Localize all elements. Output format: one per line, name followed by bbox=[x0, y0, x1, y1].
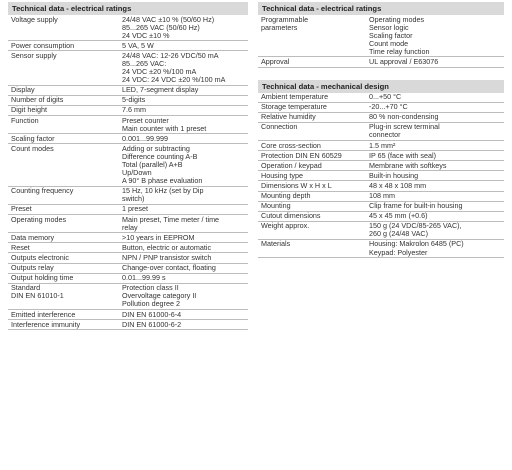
spec-value bbox=[366, 151, 504, 161]
spec-label bbox=[258, 221, 366, 239]
spec-row bbox=[8, 310, 248, 320]
spec-value-line: LED, 7-segment display bbox=[122, 85, 199, 95]
spec-value-line: 24 VDC ±20 %/100 mA bbox=[122, 67, 197, 77]
spec-label bbox=[8, 186, 119, 204]
spec-label-line: Sensor supply bbox=[11, 50, 57, 60]
spec-value-line: IP 65 (face with seal) bbox=[369, 150, 436, 160]
spec-row bbox=[8, 95, 248, 105]
spec-label-line: Digit height bbox=[11, 105, 47, 115]
spec-label bbox=[258, 239, 366, 257]
spec-row bbox=[8, 116, 248, 134]
spec-value bbox=[366, 201, 504, 211]
spec-label bbox=[8, 204, 119, 214]
spec-row bbox=[258, 112, 504, 122]
spec-value-line: 0.01...99.99 s bbox=[122, 273, 166, 283]
spec-value bbox=[366, 181, 504, 191]
spec-value-line: Overvoltage category II bbox=[122, 291, 197, 301]
spec-value-line: A 90° B phase evaluation bbox=[122, 176, 203, 186]
spec-value bbox=[119, 310, 248, 320]
spec-row bbox=[8, 320, 248, 330]
spec-value-line: Clip frame for built-in housing bbox=[369, 201, 463, 211]
mechanical-design-section bbox=[258, 80, 504, 259]
spec-row bbox=[8, 85, 248, 95]
spec-value-line: 108 mm bbox=[369, 191, 395, 200]
spec-label bbox=[258, 102, 366, 112]
spec-label bbox=[258, 191, 366, 201]
section-header: Technical data - electrical ratings bbox=[8, 2, 248, 15]
spec-row bbox=[258, 221, 504, 239]
spec-row bbox=[8, 215, 248, 233]
spec-value-line: Housing: Makrolon 6485 (PC) bbox=[369, 239, 464, 249]
spec-label-line: Operating modes bbox=[11, 214, 67, 224]
spec-value-line: Pollution degree 2 bbox=[122, 299, 180, 309]
spec-row bbox=[258, 191, 504, 201]
spec-value-line: Protection class II bbox=[122, 283, 179, 293]
spec-label-line: Mounting depth bbox=[261, 191, 311, 200]
spec-row bbox=[8, 273, 248, 283]
spec-row bbox=[258, 161, 504, 171]
spec-label-line: parameters bbox=[261, 22, 298, 32]
spec-label-line: Outputs relay bbox=[11, 263, 54, 273]
spec-label bbox=[8, 85, 119, 95]
spec-value bbox=[119, 95, 248, 105]
spec-row bbox=[258, 102, 504, 112]
spec-value bbox=[366, 191, 504, 201]
spec-row bbox=[8, 243, 248, 253]
spec-label-line: Power consumption bbox=[11, 40, 75, 50]
spec-label-line: Standard bbox=[11, 283, 41, 293]
spec-value-line: UL approval / E63076 bbox=[369, 56, 439, 66]
spec-value bbox=[119, 233, 248, 243]
spec-label-line: Output holding time bbox=[11, 273, 74, 283]
spec-row bbox=[258, 93, 504, 103]
spec-value bbox=[366, 57, 504, 67]
spec-value-line: >10 years in EEPROM bbox=[122, 232, 195, 242]
spec-label-line: Operation / keypad bbox=[261, 160, 322, 170]
spec-label bbox=[8, 15, 119, 41]
spec-row bbox=[8, 253, 248, 263]
spec-label bbox=[8, 144, 119, 186]
spec-label bbox=[258, 201, 366, 211]
spec-label-line: Programmable bbox=[261, 14, 309, 24]
spec-value-line: Up/Down bbox=[122, 168, 152, 178]
spec-value-line: Keypad: Polyester bbox=[369, 247, 428, 257]
spec-value bbox=[119, 85, 248, 95]
spec-row bbox=[8, 105, 248, 115]
spec-label-line: DIN EN 61010-1 bbox=[11, 291, 64, 301]
spec-row bbox=[258, 211, 504, 221]
spec-label bbox=[8, 283, 119, 309]
spec-row bbox=[8, 15, 248, 41]
spec-row bbox=[8, 144, 248, 186]
spec-value-line: Adding or subtracting bbox=[122, 143, 190, 153]
spec-value bbox=[119, 273, 248, 283]
spec-value bbox=[366, 239, 504, 257]
spec-value bbox=[366, 161, 504, 171]
spec-value-line: Time relay function bbox=[369, 46, 430, 56]
spec-label bbox=[8, 41, 119, 51]
section-header: Technical data - mechanical design bbox=[258, 80, 504, 93]
spec-value-line: Scaling factor bbox=[369, 30, 413, 40]
spec-label bbox=[258, 122, 366, 140]
spec-value-line: connector bbox=[369, 130, 401, 140]
spec-label bbox=[8, 273, 119, 283]
spec-label-line: Protection DIN EN 60529 bbox=[261, 150, 342, 160]
spec-value bbox=[119, 105, 248, 115]
spec-value bbox=[119, 144, 248, 186]
spec-value bbox=[119, 283, 248, 309]
spec-label-line: Number of digits bbox=[11, 95, 64, 105]
spec-value-line: Change-over contact, floating bbox=[122, 263, 216, 273]
spec-row bbox=[258, 57, 504, 67]
spec-label bbox=[258, 181, 366, 191]
spec-value bbox=[119, 134, 248, 144]
spec-row bbox=[258, 122, 504, 140]
spec-value-line: Total (parallel) A+B bbox=[122, 160, 183, 169]
spec-value bbox=[119, 263, 248, 273]
spec-value-line: DIN EN 61000-6-2 bbox=[122, 319, 182, 329]
left-column bbox=[8, 2, 248, 336]
spec-value-line: 85...265 VAC (50/60 Hz) bbox=[122, 22, 200, 32]
spec-row bbox=[8, 134, 248, 144]
spec-label-line: Ambient temperature bbox=[261, 92, 329, 102]
spec-value-line: Operating modes bbox=[369, 14, 425, 24]
spec-value-line: Built-in housing bbox=[369, 170, 419, 180]
spec-label bbox=[8, 134, 119, 144]
spec-value-line: 7.6 mm bbox=[122, 105, 146, 115]
spec-value-line: Preset counter bbox=[122, 115, 169, 125]
spec-label-line: Preset bbox=[11, 204, 32, 214]
spec-value-line: 48 x 48 x 108 mm bbox=[369, 180, 427, 190]
spec-value-line: 5 VA, 5 W bbox=[122, 40, 154, 50]
spec-row bbox=[8, 233, 248, 243]
spec-value bbox=[119, 215, 248, 233]
spec-row bbox=[8, 51, 248, 85]
spec-label bbox=[8, 233, 119, 243]
spec-value-line: Plug-in screw terminal bbox=[369, 122, 440, 132]
spec-label bbox=[8, 320, 119, 330]
spec-label bbox=[258, 141, 366, 151]
spec-value bbox=[119, 253, 248, 263]
spec-label bbox=[8, 310, 119, 320]
spec-label-line: Data memory bbox=[11, 232, 55, 242]
spec-value-line: Sensor logic bbox=[369, 22, 409, 32]
spec-label-line: Display bbox=[11, 85, 35, 95]
spec-value-line: 45 x 45 mm (+0.6) bbox=[369, 211, 428, 221]
spec-label bbox=[8, 253, 119, 263]
spec-value bbox=[366, 93, 504, 103]
spec-label bbox=[258, 112, 366, 122]
spec-value-line: Main preset, Time meter / time bbox=[122, 214, 220, 224]
spec-value bbox=[366, 122, 504, 140]
spec-row bbox=[8, 263, 248, 273]
spec-label bbox=[8, 215, 119, 233]
spec-value bbox=[119, 15, 248, 41]
spec-label-line: Connection bbox=[261, 122, 298, 132]
spec-value-line: 260 g (24/48 VAC) bbox=[369, 229, 428, 239]
spec-label-line: Voltage supply bbox=[11, 14, 58, 24]
spec-value-line: Main counter with 1 preset bbox=[122, 123, 207, 133]
spec-value bbox=[366, 112, 504, 122]
spec-value bbox=[119, 243, 248, 253]
spec-value-line: Membrane with softkeys bbox=[369, 160, 447, 170]
spec-label bbox=[8, 263, 119, 273]
spec-row bbox=[8, 204, 248, 214]
spec-value-line: Difference counting A-B bbox=[122, 151, 198, 161]
spec-value bbox=[119, 320, 248, 330]
spec-label bbox=[8, 95, 119, 105]
spec-value bbox=[119, 51, 248, 85]
spec-table bbox=[8, 15, 248, 330]
spec-label bbox=[258, 15, 366, 57]
spec-row bbox=[8, 186, 248, 204]
spec-label-line: Relative humidity bbox=[261, 112, 316, 122]
spec-label bbox=[258, 161, 366, 171]
spec-value-line: 0.001...99.999 bbox=[122, 133, 168, 143]
spec-row bbox=[258, 171, 504, 181]
spec-label bbox=[8, 116, 119, 134]
spec-label-line: Core cross-section bbox=[261, 140, 321, 150]
spec-label-line: Emitted interference bbox=[11, 309, 76, 319]
spec-row bbox=[258, 141, 504, 151]
spec-value-line: 24 VDC ±10 % bbox=[122, 30, 170, 40]
spec-label bbox=[258, 57, 366, 67]
spec-value bbox=[119, 116, 248, 134]
spec-row bbox=[258, 181, 504, 191]
spec-label bbox=[258, 93, 366, 103]
spec-value bbox=[366, 221, 504, 239]
electrical-ratings-section-right bbox=[258, 2, 504, 68]
spec-value-line: Count mode bbox=[369, 38, 409, 48]
spec-label-line: Interference immunity bbox=[11, 319, 81, 329]
spec-label bbox=[258, 151, 366, 161]
spec-value-line: 24/48 VAC ±10 % (50/60 Hz) bbox=[122, 14, 215, 24]
spec-value-line: NPN / PNP transistor switch bbox=[122, 252, 212, 262]
spec-value bbox=[366, 171, 504, 181]
spec-value-line: 24/48 VAC: 12-26 VDC/50 mA bbox=[122, 50, 219, 60]
spec-label-line: Mounting bbox=[261, 201, 291, 211]
spec-value-line: switch) bbox=[122, 194, 145, 204]
section-header: Technical data - electrical ratings bbox=[258, 2, 504, 15]
spec-value-line: 5-digits bbox=[122, 95, 146, 105]
spec-row bbox=[8, 41, 248, 51]
spec-label-line: Counting frequency bbox=[11, 186, 74, 196]
spec-label-line: Cutout dimensions bbox=[261, 211, 321, 221]
spec-label-line: Weight approx. bbox=[261, 221, 310, 231]
spec-value bbox=[119, 204, 248, 214]
spec-label-line: Count modes bbox=[11, 143, 54, 153]
spec-table bbox=[258, 93, 504, 259]
spec-value bbox=[119, 186, 248, 204]
spec-row bbox=[258, 201, 504, 211]
spec-label bbox=[8, 243, 119, 253]
spec-value bbox=[366, 211, 504, 221]
spec-value-line: 15 Hz, 10 kHz (set by Dip bbox=[122, 186, 204, 196]
spec-value-line: -20...+70 °C bbox=[369, 102, 408, 112]
spec-value bbox=[366, 141, 504, 151]
spec-label bbox=[258, 171, 366, 181]
spec-value-line: 85...265 VAC: bbox=[122, 58, 167, 68]
electrical-ratings-section-left bbox=[8, 2, 248, 330]
spec-row bbox=[8, 283, 248, 309]
spec-label-line: Function bbox=[11, 115, 39, 125]
spec-label-line: Housing type bbox=[261, 170, 303, 180]
spec-row bbox=[258, 239, 504, 257]
spec-label bbox=[8, 105, 119, 115]
right-column bbox=[258, 2, 504, 264]
spec-value-line: Button, electric or automatic bbox=[122, 242, 212, 252]
spec-label-line: Materials bbox=[261, 239, 291, 249]
spec-label-line: Dimensions W x H x L bbox=[261, 180, 332, 190]
spec-value-line: 150 g (24 VDC/85-265 VAC), bbox=[369, 221, 462, 231]
spec-label-line: Storage temperature bbox=[261, 102, 327, 112]
spec-label bbox=[8, 51, 119, 85]
spec-value-line: 0...+50 °C bbox=[369, 92, 402, 102]
spec-value bbox=[119, 41, 248, 51]
spec-value-line: 24 VDC: 24 VDC ±20 %/100 mA bbox=[122, 75, 226, 85]
spec-label-line: Outputs electronic bbox=[11, 252, 69, 262]
spec-label-line: Reset bbox=[11, 242, 30, 252]
spec-value-line: DIN EN 61000-6-4 bbox=[122, 309, 182, 319]
spec-row bbox=[258, 15, 504, 57]
spec-value bbox=[366, 15, 504, 57]
spec-label-line: Approval bbox=[261, 56, 290, 66]
spec-value-line: 1 preset bbox=[122, 204, 148, 214]
spec-label bbox=[258, 211, 366, 221]
spec-value-line: 80 % non-condensing bbox=[369, 112, 439, 122]
spec-value bbox=[366, 102, 504, 112]
spec-value-line: 1.5 mm² bbox=[369, 140, 396, 150]
spec-label-line: Scaling factor bbox=[11, 133, 55, 143]
spec-row bbox=[258, 151, 504, 161]
spec-table bbox=[258, 15, 504, 68]
spec-value-line: relay bbox=[122, 222, 138, 232]
